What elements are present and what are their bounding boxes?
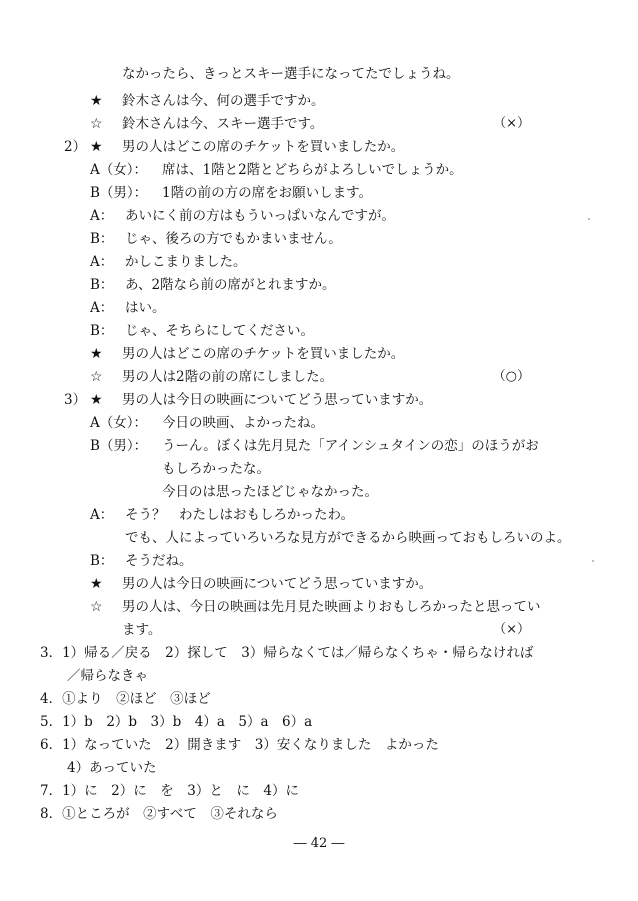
question-line: 男の人はどこの席のチケットを買いましたか。 (122, 139, 405, 155)
speaker-label: A（女）： (90, 162, 147, 178)
answer-mark: （×） (493, 116, 530, 131)
question-star-icon: ★ (90, 346, 103, 362)
speaker-label: A： (90, 507, 114, 523)
speaker-label: B： (90, 231, 114, 247)
question-line: 鈴木さんは今、何の選手ですか。 (122, 93, 325, 109)
dialogue-line: なかったら、きっとスキー選手になってたでしょうね。 (122, 66, 460, 82)
dialogue-line: じゃ、そちらにしてください。 (125, 323, 314, 339)
dialogue-line: 1階の前の方の席をお願いします。 (162, 185, 373, 201)
speaker-label: B（男）： (90, 438, 148, 454)
dialogue-line: あいにく前の方はもういっぱいなんですが。 (125, 208, 395, 224)
question-star-icon: ★ (90, 93, 103, 109)
speaker-label: B： (90, 323, 114, 339)
dialogue-line: そうだね。 (125, 553, 193, 569)
speaker-label: B： (90, 277, 114, 293)
speaker-label: A： (90, 208, 114, 224)
statement-line: 男の人は2階の前の席にしました。 (122, 369, 334, 385)
dialogue-line: うーん。ぼくは先月見た「アインシュタインの恋」のほうがお (162, 438, 539, 454)
statement-line: 男の人は、今日の映画は先月見た映画よりおもしろかったと思ってい (122, 599, 541, 615)
dialogue-line: そう？ わたしはおもしろかったわ。 (125, 507, 354, 523)
statement-star-icon: ☆ (90, 116, 103, 132)
statement-star-icon: ☆ (90, 599, 103, 615)
dialogue-line: じゃ、後ろの方でもかまいません。 (125, 231, 342, 247)
statement-line: ます。 (122, 622, 162, 638)
question-line: 男の人は今日の映画についてどう思っていますか。 (122, 576, 433, 592)
speaker-label: B（男）： (90, 185, 148, 201)
scan-speck (588, 218, 590, 220)
statement-star-icon: ☆ (90, 369, 103, 385)
answer-mark: （○） (492, 369, 530, 384)
exercise-answer-3-continued: ／帰らなきゃ (40, 668, 148, 684)
dialogue-line: はい。 (125, 300, 166, 316)
dialogue-line: 今日の映画、よかったね。 (162, 415, 324, 431)
dialogue-line: 今日のは思ったほどじゃなかった。 (162, 484, 378, 500)
page-number: ― 42 ― (293, 836, 345, 851)
dialogue-line: もしろかったな。 (162, 461, 270, 477)
speaker-label: B： (90, 553, 114, 569)
answer-mark: （×） (493, 622, 530, 637)
speaker-label: A： (90, 300, 114, 316)
exercise-answer-4: 4．①より ②ほど ③ほど (40, 691, 211, 707)
question-star-icon: ★ (90, 576, 103, 592)
question-line: 男の人は今日の映画についてどう思っていますか。 (122, 392, 433, 408)
exercise-answer-6-continued: 4）あっていた (40, 760, 157, 776)
exercise-answer-5: 5．1）b 2）b 3）b 4）a 5）a 6）a (40, 714, 313, 730)
statement-line: 鈴木さんは今、スキー選手です。 (122, 116, 324, 132)
item-number: 2） (64, 139, 87, 155)
dialogue-line: あ、2階なら前の席がとれますか。 (125, 277, 336, 293)
question-star-icon: ★ (90, 392, 103, 408)
speaker-label: A（女）： (90, 415, 147, 431)
dialogue-line: でも、人によっていろいろな見方ができるから映画っておもしろいのよ。 (125, 530, 571, 546)
exercise-answer-7: 7．1）に 2）に を 3）と に 4）に (40, 783, 299, 799)
exercise-answer-8: 8．①ところが ②すべて ③それなら (40, 806, 278, 822)
question-line: 男の人はどこの席のチケットを買いましたか。 (122, 346, 405, 362)
item-number: 3） (64, 392, 87, 408)
dialogue-line: かしこまりました。 (125, 254, 247, 270)
scan-speck (592, 560, 594, 562)
dialogue-line: 席は、1階と2階とどちらがよろしいでしょうか。 (162, 162, 463, 178)
speaker-label: A： (90, 254, 114, 270)
question-star-icon: ★ (90, 139, 103, 155)
exercise-answer-3: 3．1）帰る／戻る 2）探して 3）帰らなくては／帰らなくちゃ・帰らなければ (40, 645, 534, 661)
exercise-answer-6: 6．1）なっていた 2）開きます 3）安くなりました よかった (40, 737, 439, 753)
